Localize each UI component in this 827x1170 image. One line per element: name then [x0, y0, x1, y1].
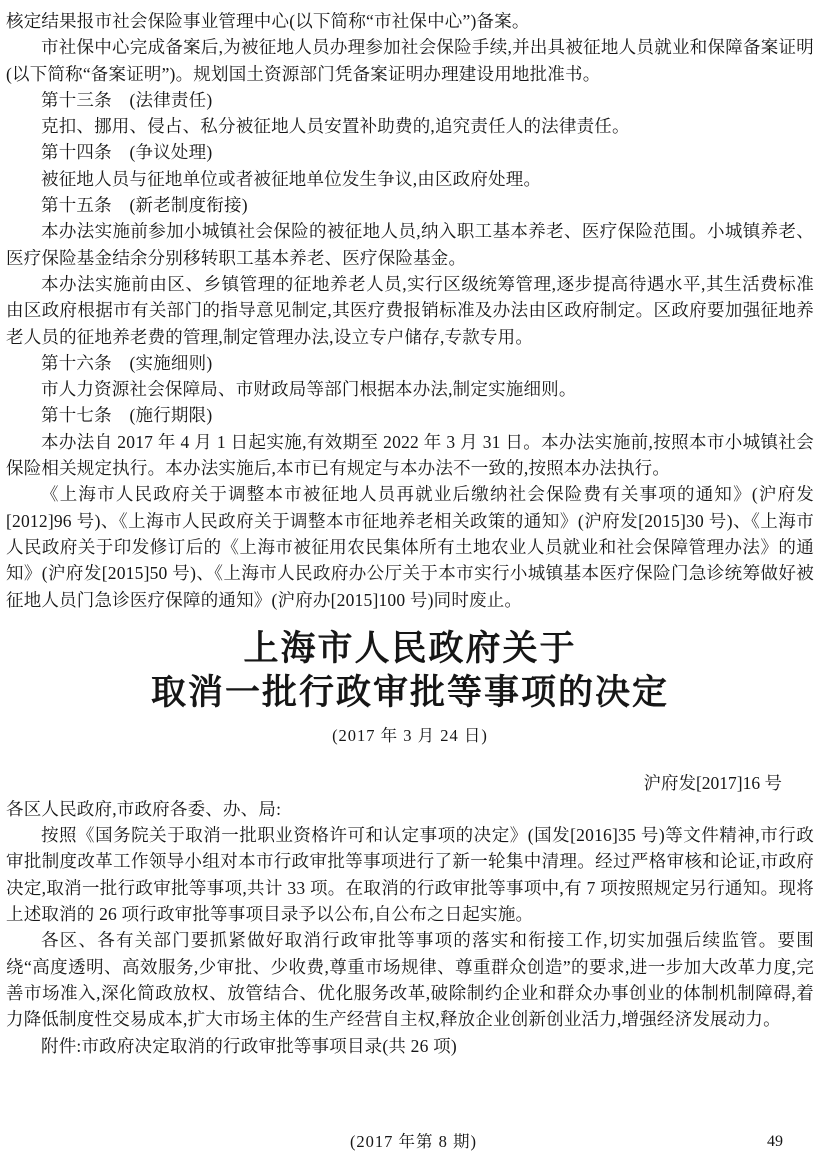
- paragraph: 各区、各有关部门要抓紧做好取消行政审批等事项的落实和衔接工作,切实加强后续监管。要围绕“高度透明、高效服务,少审批、少收费,尊重市场规律、尊重群众创造”的要求,进一步加大改革力度,完善市场准入,深化简政放权、放管结合、优化服务改革,破除制约企业和群众办事创业的体制机制障碍,着力降低制度性交易成本,扩大市场主体的生产经营自主权,释放企业创新创业活力,增强经济发展动力。: [6, 930, 814, 1030]
- article-clause-heading: 第十五条 (新老制度衔接): [41, 195, 248, 216]
- paragraph: 市社保中心完成备案后,为被征地人员办理参加社会保险手续,并出具被征地人员就业和保障备案证明(以下简称“备案证明”)。规划国土资源部门凭备案证明办理建设用地批准书。: [6, 37, 814, 84]
- paragraph: 市人力资源社会保障局、市财政局等部门根据本办法,制定实施细则。: [41, 379, 577, 400]
- document-number: 沪府发[2017]16 号: [643, 772, 782, 793]
- paragraph: 按照《国务院关于取消一批职业资格许可和认定事项的决定》(国发[2016]35 号)等文件精神,市行政审批制度改革工作领导小组对本市行政审批等事项进行了新一轮集中清理。经过严格审核和论证,市政府决定,取消一批行政审批等事项,共计 33 项。在取消的行政审批等事项中,有 7 项按照规定另行通知。现将上述取消的 26 项行政审批等事项目录予以公布,自公布之日起实施。: [6, 825, 814, 925]
- previous-article-continuation: [6, 8, 814, 613]
- article-clause-heading: 第十七条 (施行期限): [41, 405, 213, 426]
- page-number: 49: [767, 1133, 783, 1150]
- paragraph: 本办法自 2017 年 4 月 1 日起实施,有效期至 2022 年 3 月 31 日。本办法实施前,按照本市小城镇社会保险相关规定执行。本办法实施后,本市已有规定与本办法不一致的,按照本办法执行。: [6, 431, 814, 479]
- article-clause-heading: 第十四条 (争议处理): [41, 142, 213, 163]
- salutation: 各区人民政府,市政府各委、办、局:: [6, 798, 282, 819]
- paragraph: 核定结果报市社会保险事业管理中心(以下简称“市社保中心”)备案。: [6, 11, 530, 31]
- paragraph: 《上海市人民政府关于调整本市被征地人员再就业后缴纳社会保险费有关事项的通知》(沪府发[2012]96 号)、《上海市人民政府关于调整本市征地养老相关政策的通知》(沪府发[2015]30 号)、《上海市人民政府关于印发修订后的《上海市被征用农民集体所有土地农业人员就业和社会保障管理办法》的通知》(沪府发[2015]50 号)、《上海市人民政府办公厅关于本市实行小城镇基本医疗保险门急诊统筹做好被征地人员门急诊医疗保障的通知》(沪府办[2015]100 号)同时废止。: [6, 484, 814, 610]
- decision-body: [6, 796, 814, 1059]
- paragraph: 本办法实施前参加小城镇社会保险的被征地人员,纳入职工基本养老、医疗保险范围。小城镇养老、医疗保险基金结余分别移转职工基本养老、医疗保险基金。: [6, 221, 814, 268]
- article-clause-heading: 第十三条 (法律责任): [41, 89, 213, 110]
- paragraph: 本办法实施前由区、乡镇管理的征地养老人员,实行区级统筹管理,逐步提高待遇水平,其生活费标准由区政府根据市有关部门的指导意见制定,其医疗费报销标准及办法由区政府制定。区政府要加强征地养老人员的征地养老费的管理,制定管理办法,设立专户储存,专款专用。: [6, 273, 814, 347]
- attachment-note: 附件:市政府决定取消的行政审批等事项目录(共 26 项): [41, 1035, 457, 1056]
- decision-article: [6, 627, 814, 1059]
- paragraph: 被征地人员与征地单位或者被征地单位发生争议,由区政府处理。: [41, 168, 542, 189]
- decision-date: (2017 年 3 月 24 日): [332, 725, 488, 745]
- paragraph: 克扣、挪用、侵占、私分被征地人员安置补助费的,追究责任人的法律责任。: [41, 116, 630, 137]
- page-footer: [0, 1130, 827, 1154]
- decision-title-line1: 上海市人民政府关于: [243, 628, 577, 668]
- decision-title-line2: 取消一批行政审批等事项的决定: [150, 672, 669, 712]
- issue-label: (2017 年第 8 期): [349, 1132, 478, 1151]
- article-clause-heading: 第十六条 (实施细则): [41, 352, 213, 373]
